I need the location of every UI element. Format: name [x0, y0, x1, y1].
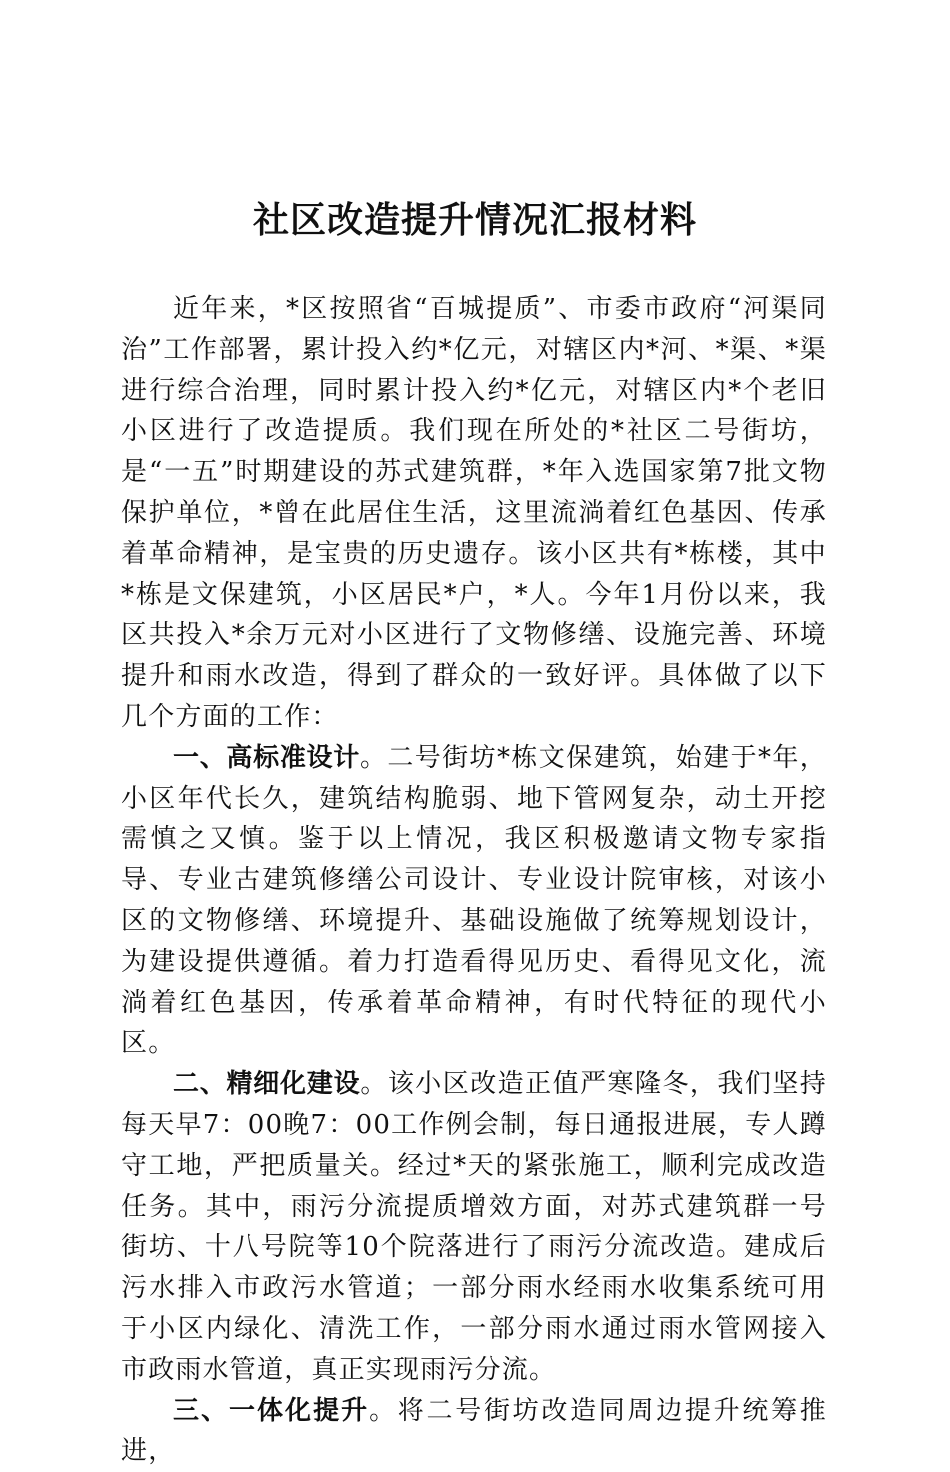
document-body: [121, 289, 827, 1472]
document-title: 社区改造提升情况汇报材料: [252, 199, 697, 241]
paragraph-intro: [121, 289, 827, 738]
section-heading: 三、一体化提升: [173, 1395, 370, 1426]
section-heading: 一、高标准设计: [173, 742, 360, 773]
paragraph-section-3: [121, 1391, 827, 1472]
paragraph-section-2: [121, 1064, 827, 1390]
paragraph-text: 。将二号街坊改造同周边提升统筹推进，: [121, 1395, 827, 1467]
paragraph-text: 近年来，*区按照省“百城提质”、市委市政府“河渠同治”工作部署，累计投入约*亿元，对辖区内*河、*渠、*渠进行综合治理，同时累计投入约*亿元，对辖区内*个老旧小区进行了改造提质。我们现在所处的*社区二号街坊，是“一五”时期建设的苏式建筑群，*年入选国家第7批文物保护单位，*曾在此居住生活，这里流淌着红色基因、传承着革命精神，是宝贵的历史遗存。该小区共有*栋楼，其中*栋是文保建筑，小区居民*户，*人。今年1月份以来，我区共投入*余万元对小区进行了文物修缮、设施完善、环境提升和雨水改造，得到了群众的一致好评。具体做了以下几个方面的工作：: [121, 294, 827, 732]
paragraph-text: 。该小区改造正值严寒隆冬，我们坚持每天早7：00晚7：00工作例会制，每日通报进展，专人蹲守工地，严把质量关。经过*天的紧张施工，顺利完成改造任务。其中，雨污分流提质增效方面，对苏式建筑群一号街坊、十八号院等10个院落进行了雨污分流改造。建成后污水排入市政污水管道；一部分雨水经雨水收集系统可用于小区内绿化、清洗工作，一部分雨水通过雨水管网接入市政雨水管道，真正实现雨污分流。: [121, 1069, 827, 1385]
section-heading: 二、精细化建设: [173, 1069, 361, 1100]
paragraph-section-1: [121, 738, 827, 1064]
paragraph-text: 。二号街坊*栋文保建筑，始建于*年，小区年代长久，建筑结构脆弱、地下管网复杂，动土开挖需慎之又慎。鉴于以上情况，我区积极邀请文物专家指导、专业古建筑修缮公司设计、专业设计院审核，对该小区的文物修缮、环境提升、基础设施做了统筹规划设计，为建设提供遵循。着力打造看得见历史、看得见文化，流淌着红色基因，传承着革命精神，有时代特征的现代小区。: [121, 742, 827, 1059]
